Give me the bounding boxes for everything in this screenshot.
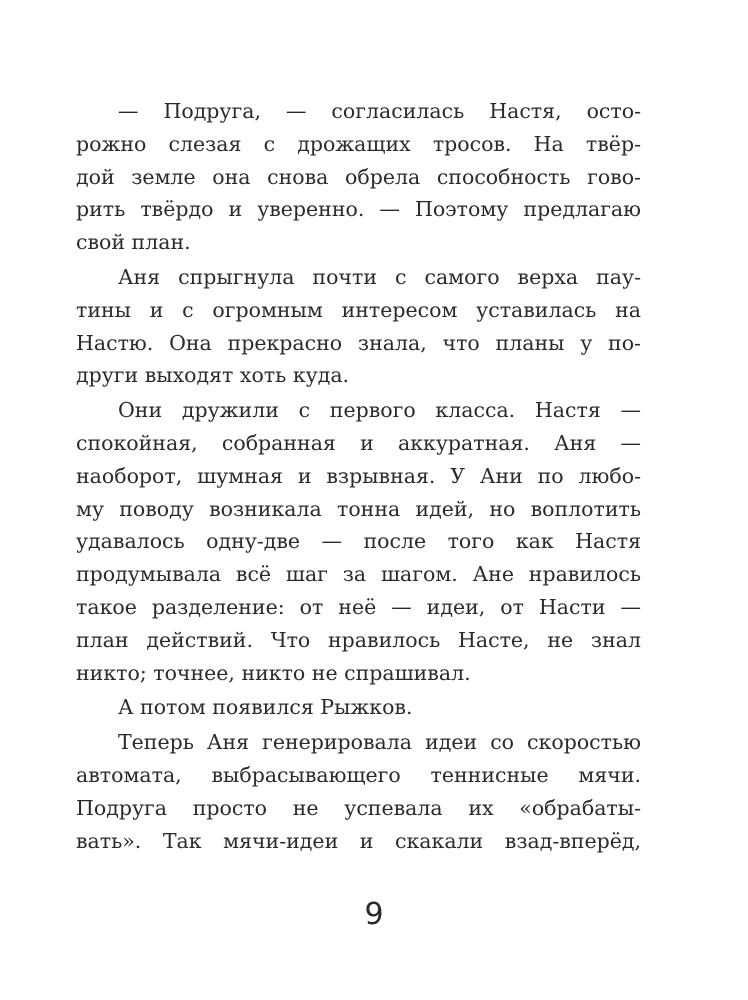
text-line: спокойная, собранная и аккуратная. Аня — <box>76 430 641 455</box>
text-line: А потом появился Рыжков. <box>118 695 413 720</box>
text-line: такое разделение: от неё — идеи, от Насти — <box>76 594 641 619</box>
text-line: Теперь Аня генерировала идеи со скоростью <box>118 730 641 755</box>
paragraph <box>76 261 641 392</box>
paragraph <box>76 691 641 724</box>
body-text <box>76 95 641 857</box>
text-line: удавалось одну-две — после того как Настя <box>76 529 641 554</box>
text-line: му поводу возникала тонна идей, но воплотить <box>76 496 641 521</box>
text-line: вать». Так мячи-идеи и скакали взад-вперёд, <box>76 828 641 853</box>
text-line: свой план. <box>76 230 191 255</box>
page-number: 9 <box>364 897 384 932</box>
text-line: Настю. Она прекрасно знала, что планы у по- <box>76 330 641 355</box>
text-line: никто; точнее, никто не спрашивал. <box>76 660 471 685</box>
paragraph <box>76 726 641 857</box>
text-line: Подруга просто не успевала их «обрабаты- <box>76 795 641 820</box>
text-line: план действий. Что нравилось Насте, не знал <box>76 627 641 652</box>
text-line: Они дружили с первого класса. Настя — <box>118 398 641 423</box>
text-line: автомата, выбрасывающего теннисные мячи. <box>76 762 641 787</box>
paragraph <box>76 394 641 689</box>
text-line: дой земле она снова обрела способность гово- <box>76 164 641 189</box>
text-line: рожно слезая с дрожащих тросов. На твёр- <box>76 131 641 156</box>
paragraph <box>76 95 641 259</box>
text-line: Аня спрыгнула почти с самого верха пау- <box>118 264 641 289</box>
text-line: рить твёрдо и уверенно. — Поэтому предлагаю <box>76 197 641 222</box>
text-line: тины и с огромным интересом уставилась на <box>76 297 641 322</box>
text-line: продумывала всё шаг за шагом. Ане нравилось <box>76 562 641 587</box>
text-line: други выходят хоть куда. <box>76 363 350 388</box>
text-line: — Подруга, — согласилась Настя, осто- <box>118 99 641 123</box>
text-line: наоборот, шумная и взрывная. У Ани по любо- <box>76 463 641 488</box>
